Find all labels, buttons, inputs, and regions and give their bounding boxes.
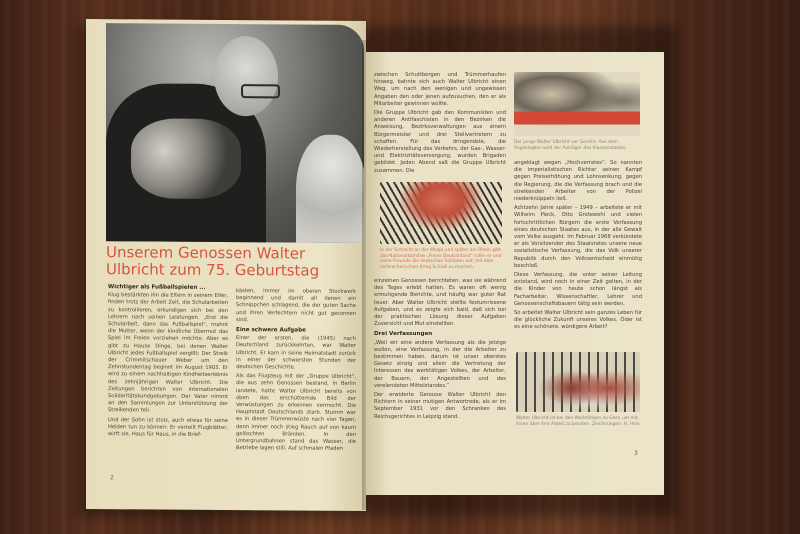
paragraph: Einer der ersten, die (1945) nach Deutschland zurückkehrten, war Walter Ulbricht. Er kam in seine Heimatstadt zurück in einer der schwersten Stunden der deutschen Geschichte. bbox=[236, 335, 356, 371]
right-column-2 bbox=[514, 160, 642, 332]
speaker-illustration bbox=[514, 72, 640, 136]
left-page bbox=[86, 19, 366, 511]
workers-illustration bbox=[516, 352, 640, 412]
paragraph: „Weil wir eine andere Verfassung als die jetzige wollen, eine Verfassung, in der die Arbeiter zu bestimmen haben, darum ist unser oberstes Gesetz einzig und allein die Vertretung der Interessen des werktätigen Volkes, der Arbeiter, der Bauern, der Angestellten und des verelendeten Mittelstandes.“ bbox=[374, 339, 506, 389]
right-page bbox=[366, 52, 664, 495]
man-head bbox=[214, 36, 278, 116]
paragraph: kästen, immer im oberen Stockwerk beginnend und damit all denen ein Schnippchen schlagend, die der guten Sache und ihren Verfechtern nicht gut gesonnen sind. bbox=[236, 288, 356, 323]
paragraph: Als das Flugzeug mit der „Gruppe Ulbricht“, die aus zehn Genossen bestand, in Berlin landete, hatte Walter Ulbricht bereits von oben das erschütternde Bild der Verwüstungen zu erkennen vermocht. Die Hauptstadt Deutschlands starb. Stumm war es in dieser Trümmerwüste nach vier Tagen, denn immer noch stieg Rauch auf von kaum gelöschten Bränden. In den Untergrundbahnen stand das Wasser, die Betriebe lagen still. Auf schmalen Pfaden bbox=[236, 373, 356, 453]
page-number: 2 bbox=[110, 474, 114, 482]
paragraph: angeklagt wegen „Hochverrates“. So nannten die imperialistischen Richter seinen Kampf gegen Preiserhöhung und Lohnsenkung, gegen die Regierung, die die Verfassung brach und die streikenden Arbeiter von der Polizei niederknüppeln ließ. bbox=[514, 160, 642, 203]
paragraph: einzelnen Genossen berichteten, was sie während des Tages erlebt hatten. Es waren oft wenig ermutigende Berichte, und häufig war guter Rat teuer. Aber Walter Ulbricht stellte festumrissene Aufgaben, und es zeigte sich bald, daß sich bei der praktischen Lösung dieser Aufgaben Zuversicht und Mut einstellten. bbox=[374, 278, 506, 328]
headline: Unserem Genossen Walter Ulbricht zum 75. Geburtstag bbox=[106, 243, 320, 280]
paragraph: zwischen Schuttbergen und Trümmerhaufen hinweg, bahnte sich auch Walter Ulbricht einen Weg, um nach den wenigen und ungewissen Angaben den oder jenen aufzusuchen, den er als Mitarbeiter gewinnen wollte. bbox=[374, 72, 506, 107]
illustration-caption: In der Schlacht an der Wolga und später am Rhein gibt das Nationalkomitee „Freies Deutschland“ rufen er und seine Freunde die deutschen Soldaten auf, mit dem verbrecherischen Krieg Schluß zu machen. bbox=[380, 248, 502, 270]
paragraph: Klug bestärkten ihn die Eltern in seinem Eifer, finden trotz der Arbeit Zeit, die Schularbeiten zu kontrollieren, erkundigen sich bei den Lehrern nach seinen Leistungen. „Erst die Schularbeit, dann das Fußballspiel“, mahnt die Mutter, wenn der kindliche Übermut das Spiel im Freien vorziehen möchte. Aber es gibt zu Hause Dinge, bei denen Walter Ulbricht jedes Fußballspiel vergißt: Der Streik der Crimmitschauer Weber um den Zehnstundentag beginnt im August 1903. Er wird zu einem nachhaltigen Kindheitserlebnis des zehnjährigen Walter Ulbricht. Die Zeitungen berichten von internationalen Solidaritätskundgebungen. Der Vater nimmt an den Sammlungen zur Unterstützung der Streikenden teil. bbox=[108, 292, 228, 414]
right-column-1-top bbox=[374, 72, 506, 175]
paragraph: Achtzehn Jahre später – 1949 – arbeitete er mit Wilhelm Pieck, Otto Grotewohl und vielen fortschrittlichen Bürgern die erste Verfassung eines deutschen Staates aus, in der alle Gewalt vom Volke ausgeht. Im Februar 1968 verkündete er als Vorsitzender des Staatsrates unsere neue sozialistische Verfassung, die das Volk unserer Republik durch den Volksentscheid einmütig beschloß. bbox=[514, 205, 642, 269]
left-column-2 bbox=[236, 288, 356, 453]
paragraph: So arbeitet Walter Ulbricht sein ganzes Leben für die glückliche Zukunft unseres Volkes. Oder ist es eine schönere, würdigere Arbeit? bbox=[514, 310, 642, 331]
paragraph: Die Gruppe Ulbricht gab den Kommunisten und anderen Antifaschisten in den Bezirken die Anweisung, Bezirksverwaltungen aus einem Bürgermeister und drei Stellvertretern zu schaffen. Für das dringendste, die Wiederherstellung des Verkehrs, der Gas-, Wasser- und Elektrizitätsversorgung, wurden Brigaden gebildet. Jeden Abend saß die Gruppe Ulbricht zusammen. Die bbox=[374, 110, 506, 174]
bouquet bbox=[131, 118, 241, 199]
paragraph: Der erwiderte Genosse Walter Ulbricht den Richtern in seiner mutigen Antwortrede, als er im September 1931 vor den Schranken des Reichsgerichtes in Leipzig stand. bbox=[374, 392, 506, 420]
section-heading: Drei Verfassungen bbox=[374, 331, 433, 338]
child bbox=[296, 134, 364, 242]
soldiers-illustration bbox=[380, 182, 502, 244]
section-heading: Eine schwere Aufgabe bbox=[236, 327, 306, 334]
paragraph: Und der Sohn ist stolz, auch etwas für seine Helden tun zu können: Er verteilt Flugblätter, wirft sie, Haus für Haus, in die Brief- bbox=[108, 416, 228, 438]
portrait-photo bbox=[106, 23, 364, 243]
section-heading: Wichtiger als Fußballspielen ... bbox=[108, 284, 206, 291]
illustration-caption: Walter Ulbricht ist bei den Werktätigen zu Gast, um mit ihnen über ihre Arbeit zu beraten. Zeichnungen: H. Hein bbox=[516, 416, 640, 427]
glasses-icon bbox=[241, 84, 280, 98]
page-number: 3 bbox=[634, 450, 638, 457]
left-column-1 bbox=[108, 281, 228, 439]
illustration-caption: Der junge Walter Ulbricht vor Gericht: Aus dem Angeklagten wird der Ankläger des Klassenstaates. bbox=[514, 140, 627, 151]
right-column-1-bottom bbox=[374, 278, 506, 421]
paragraph: Diese Verfassung, die unter seiner Leitung entstand, wird noch in einer Zeit gelten, in der die Kinder von heute schon längst als Facharbeiter, Wissenschaftler, Lehrer und Genossenschaftsbauern tätig sein werden. bbox=[514, 272, 642, 307]
